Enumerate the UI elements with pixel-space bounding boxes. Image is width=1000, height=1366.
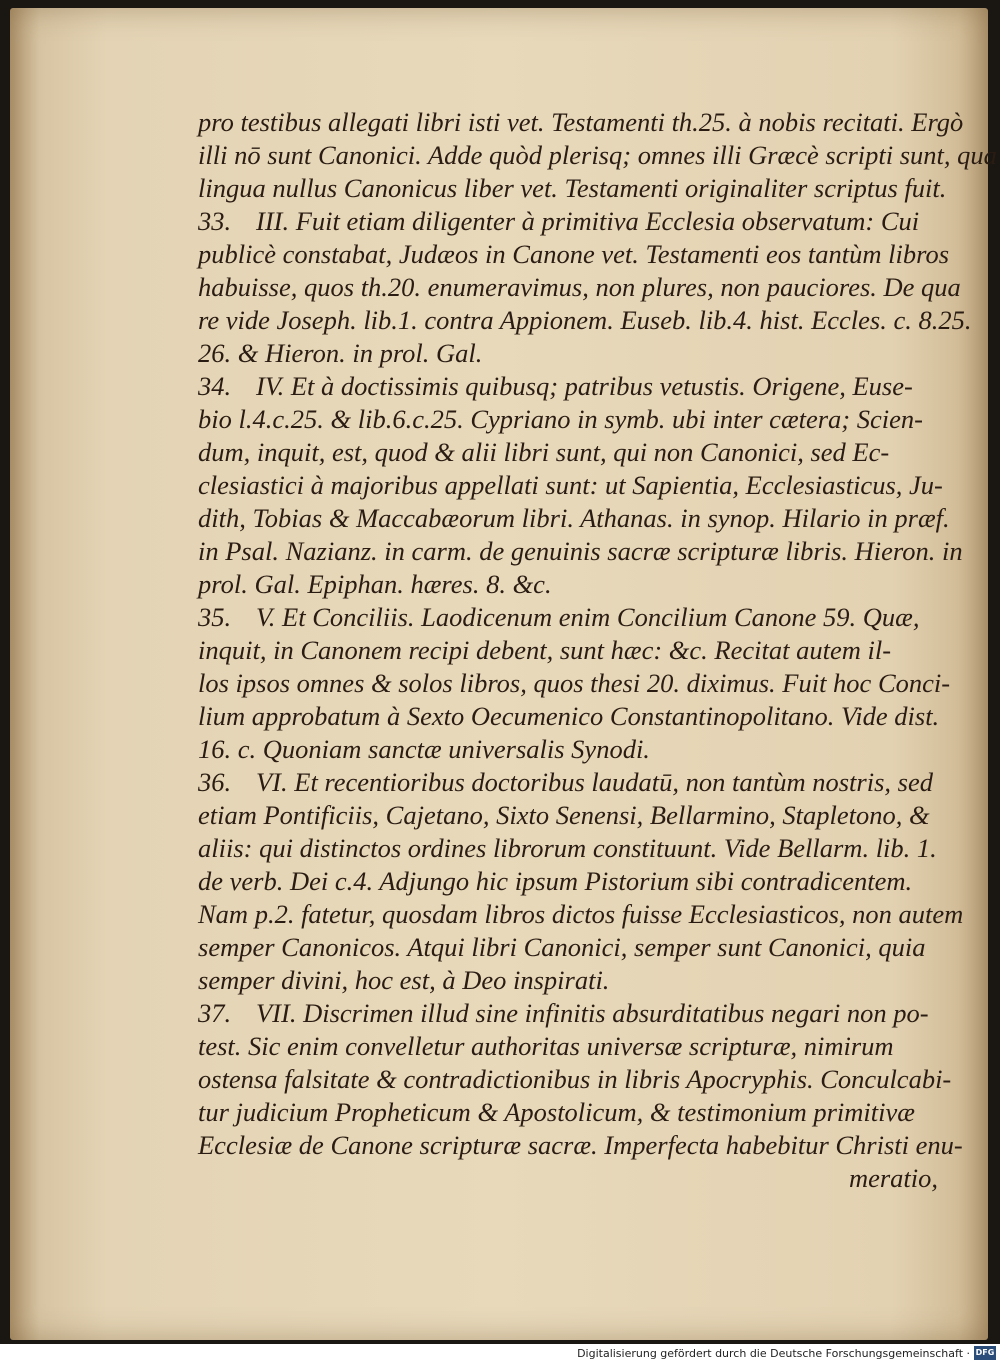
text-line (198, 304, 972, 337)
line-text: re vide Joseph. lib.1. contra Appionem. Euseb. lib.4. hist. Eccles. c. 8.25. (198, 305, 972, 335)
thesis-number: 36. (198, 767, 232, 797)
line-text: clesiastici à majoribus appellati sunt: ut Sapientia, Ecclesiasticus, Ju- (198, 470, 943, 500)
line-text: bio l.4.c.25. & lib.6.c.25. Cypriano in symb. ubi inter cætera; Scien- (198, 404, 923, 434)
line-text: 26. & Hieron. in prol. Gal. (198, 338, 483, 368)
thesis-number: 35. (198, 602, 232, 632)
text-line (198, 931, 938, 964)
line-text: in Psal. Nazianz. in carm. de genuinis sacræ scripturæ libris. Hieron. in (198, 536, 963, 566)
line-text: habuisse, quos th.20. enumeravimus, non plures, non pauciores. De qua (198, 272, 961, 302)
line-text: los ipsos omnes & solos libros, quos thesi 20. diximus. Fuit hoc Conci- (198, 668, 951, 698)
text-line (198, 865, 938, 898)
line-text: publicè constabat, Judæos in Canone vet. Testamenti eos tantùm libros (198, 239, 950, 269)
line-text: prol. Gal. Epiphan. hæres. 8. &c. (198, 569, 552, 599)
line-text: V. Et Conciliis. Laodicenum enim Concilium Canone 59. Quæ, (256, 602, 920, 632)
line-text: Nam p.2. fatetur, quosdam libros dictos fuisse Ecclesiasticos, non autem (198, 899, 964, 929)
line-text: inquit, in Canonem recipi debent, sunt hæc: &c. Recitat autem il- (198, 635, 892, 665)
text-line (198, 568, 938, 601)
text-line (198, 1129, 963, 1162)
text-line (198, 1030, 938, 1063)
text-line (198, 403, 938, 436)
text-line (198, 535, 963, 568)
text-line (198, 370, 938, 403)
dfg-logo-icon: DFG (974, 1346, 996, 1360)
text-line (198, 238, 950, 271)
text-line (198, 436, 938, 469)
line-text: semper divini, hoc est, à Deo inspirati. (198, 965, 610, 995)
text-line (198, 601, 938, 634)
text-line (198, 898, 964, 931)
line-text: illi nō sunt Canonici. Adde quòd plerisq; omnes illi Græcè scripti sunt, qua (198, 140, 997, 170)
text-line (198, 964, 938, 997)
text-line (198, 832, 938, 865)
text-line (198, 1096, 938, 1129)
text-line (198, 733, 938, 766)
footer-bar (0, 1344, 1000, 1366)
line-text: Ecclesiæ de Canone scripturæ sacræ. Imperfecta habebitur Christi enu- (198, 1130, 963, 1160)
footer-credit: Digitalisierung gefördert durch die Deutsche Forschungsgemeinschaft · (577, 1347, 970, 1360)
line-text: de verb. Dei c.4. Adjungo hic ipsum Pistorium sibi contradicentem. (198, 866, 913, 896)
text-line (198, 106, 964, 139)
line-text: semper Canonicos. Atqui libri Canonici, semper sunt Canonici, quia (198, 932, 926, 962)
line-text: aliis: qui distinctos ordines librorum constituunt. Vide Bellarm. lib. 1. (198, 833, 937, 863)
line-text: ostensa falsitate & contradictionibus in libris Apocryphis. Conculcabi- (198, 1064, 952, 1094)
line-text: pro testibus allegati libri isti vet. Testamenti th.25. à nobis recitati. Ergò (198, 107, 964, 137)
text-line (198, 766, 938, 799)
line-text: etiam Pontificiis, Cajetano, Sixto Senensi, Bellarmino, Stapletono, & (198, 800, 930, 830)
line-text: VI. Et recentioribus doctoribus laudatū, non tantùm nostris, sed (256, 767, 933, 797)
book-page (10, 8, 997, 1340)
line-text: test. Sic enim convelletur authoritas universæ scripturæ, nimirum (198, 1031, 894, 1061)
line-text: VII. Discrimen illud sine infinitis absurditatibus negari non po- (256, 998, 929, 1028)
catchword: meratio, (848, 1163, 938, 1193)
text-line (198, 700, 938, 733)
thesis-number: 34. (198, 371, 232, 401)
text-line (198, 1063, 952, 1096)
text-line (198, 997, 938, 1030)
text-line (198, 799, 938, 832)
line-text: lium approbatum à Sexto Oecumenico Constantinopolitano. Vide dist. (198, 701, 940, 731)
text-line (198, 337, 938, 370)
line-text: dum, inquit, est, quod & alii libri sunt, qui non Canonici, sed Ec- (198, 437, 890, 467)
line-text: dith, Tobias & Maccabæorum libri. Athanas. in synop. Hilario in præf. (198, 503, 950, 533)
line-text: III. Fuit etiam diligenter à primitiva Ecclesia observatum: Cui (256, 206, 920, 236)
thesis-number: 37. (198, 998, 232, 1028)
text-line (198, 205, 938, 238)
line-text: IV. Et à doctissimis quibusq; patribus vetustis. Origene, Euse- (256, 371, 913, 401)
text-line (198, 469, 943, 502)
text-line (198, 271, 961, 304)
text-line (198, 667, 951, 700)
thesis-number: 33. (198, 206, 232, 236)
line-text: tur judicium Propheticum & Apostolicum, & testimonium primitivæ (198, 1097, 915, 1127)
page-text (198, 106, 997, 1195)
text-line (198, 502, 950, 535)
line-text: 16. c. Quoniam sanctæ universalis Synodi. (198, 734, 650, 764)
text-line (198, 172, 947, 205)
text-line (198, 139, 997, 172)
line-text: lingua nullus Canonicus liber vet. Testamenti originaliter scriptus fuit. (198, 173, 947, 203)
text-line (198, 634, 938, 667)
